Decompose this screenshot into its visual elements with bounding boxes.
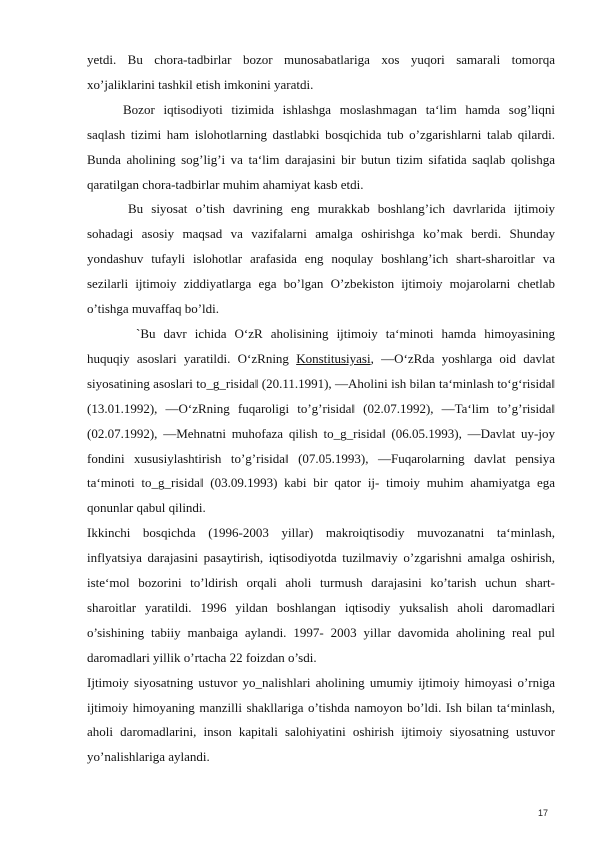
constitution-link[interactable]: Konstitusiyasi — [296, 350, 371, 366]
document-body — [87, 48, 555, 770]
page-number: 17 — [538, 808, 549, 818]
paragraph — [87, 322, 555, 521]
paragraph: Ikkinchi bosqichda (1996-2003 yillar) makroiqtisodiy muvozanatni ta‘minlash, inflyatsiya darajasini pasaytirish, iqtisodiyotda tuzilmaviy o’zgarishni amalga oshirish, iste‘mol bozorini to’ldirish orqali aholi turmush darajasini ko’tarish uchun shart-sharoitlar yaratildi. 1996 yildan boshlangan iqtisodiy yuksalish aholi daromadlari o’sishining tabiiy manbaiga aylandi. 1997- 2003 yillar davomida aholining real pul daromadlari yillik o’rtacha 22 foizdan o’sdi. — [87, 525, 555, 665]
paragraph-text: `Bu davr ichida O‘zR aholisining ijtimoiy ta‘minoti hamda himoyasining huquqiy asoslari yaratildi. O‘zRning — [87, 325, 555, 366]
paragraph: Ijtimoiy siyosatning ustuvor yo_nalishlari aholining umumiy ijtimoiy himoyasi o’rniga ijtimoiy himoyaning manzilli shakllariga o’tishda namoyon bo’ldi. Ish bilan ta‘minlash, aholi daromadlarini, inson kapitali salohiyatini oshirish ijtimoiy siyosatning ustuvor yo’nalishlariga aylandi. — [87, 674, 555, 765]
paragraph: Bu siyosat o’tish davrining eng murakkab boshlang’ich davrlarida ijtimoiy sohadagi asosiy maqsad va vazifalarni amalga oshirishga ko’mak berdi. Shunday yondashuv tufayli islohotlar arafasida eng noqulay boshlang’ich shart-sharoitlar va sezilarli ijtimoiy ziddiyatlarga ega bo’lgan O’zbekiston ijtimoiy mojarolarni chetlab o’tishga muvaffaq bo’ldi. — [87, 201, 555, 317]
paragraph-text: , ―O‘zRda yoshlarga oid davlat siyosatining asoslari to_g_risida‖ (20.11.1991), ―Aholini ish bilan ta‘minlash to‘g‘risida‖ (13.01.1992), ―O‘zRning fuqaroligi to’g’risida‖ (02.07.1992), ―Ta‘lim to’g’risida‖ (02.07.1992), ―Mehnatni muhofaza qilish to_g_risida‖ (06.05.1993), ―Davlat uy-joy fondini xususiylashtirish to’g’risida‖ (07.05.1993), ―Fuqarolarning davlat pensiya ta‘minoti to_g_risida‖ (03.09.1993) kabi bir qator ij- timoiy muhim ahamiyatga ega qonunlar qabul qilindi. — [87, 350, 555, 516]
paragraph: yetdi. Bu chora-tadbirlar bozor munosabatlariga xos yuqori samarali tomorqa xo’jaliklarini tashkil etish imkonini yaratdi. — [87, 52, 555, 92]
paragraph: Bozor iqtisodiyoti tizimida ishlashga moslashmagan ta‘lim hamda sog’liqni saqlash tizimi ham islohotlarning dastlabki bosqichida tub o’zgarishlarni talab qilardi. Bunda aholining sog’lig’i va ta‘lim darajasini bir butun tizim sifatida saqlab qolishga qaratilgan chora-tadbirlar muhim ahamiyat kasb etdi. — [87, 101, 555, 192]
